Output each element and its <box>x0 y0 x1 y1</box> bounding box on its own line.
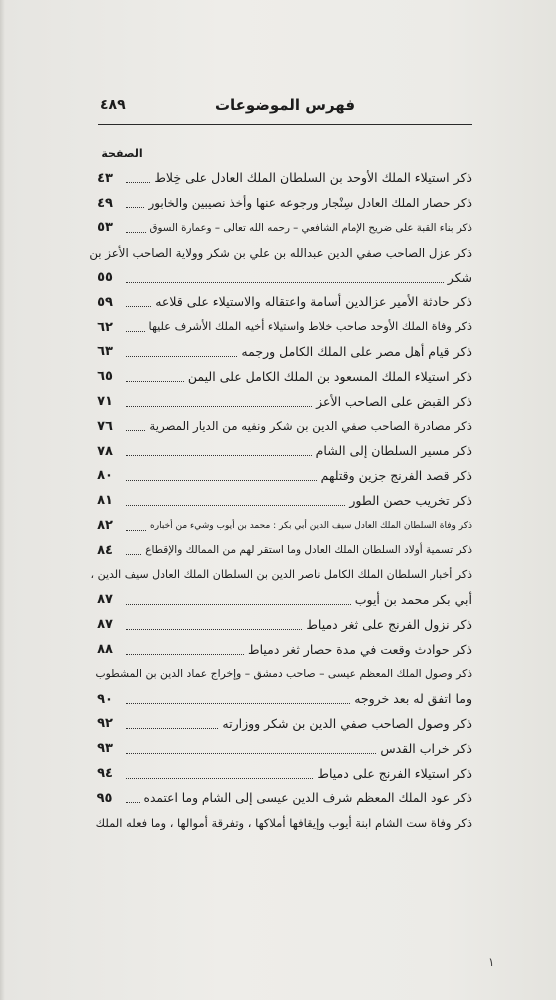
toc-entry-line <box>88 811 472 836</box>
dot-leader <box>126 223 146 233</box>
toc-entry-line <box>88 414 472 439</box>
toc-page-number: ٥٩ <box>97 294 113 310</box>
toc-entry-line <box>88 240 472 265</box>
toc-entry-text: وما اتفق له بعد خروجه <box>354 691 472 707</box>
toc-page-number: ٥٣ <box>97 220 113 236</box>
toc-page-number: ٩٥ <box>96 790 113 806</box>
footer-mark: ١ <box>488 955 495 969</box>
dot-leader <box>126 273 444 283</box>
toc-page-number: ٨١ <box>97 493 113 509</box>
dot-leader <box>126 297 151 307</box>
toc-entry-text: ذكر تخريب حصن الطور <box>349 492 472 508</box>
toc-entry-line <box>88 439 472 464</box>
toc-entry-text: ذكر تسمية أولاد السلطان الملك العادل وما استقر لهم من الممالك والإقطاع <box>145 544 472 557</box>
toc-page-number: ٨٨ <box>97 642 113 658</box>
toc-entry-text: ذكر مسير السلطان إلى الشام <box>315 443 472 459</box>
dot-leader <box>126 595 351 605</box>
dot-leader <box>126 694 350 704</box>
toc-page-number: ٩٠ <box>97 691 113 707</box>
toc-page-number: ٦٣ <box>97 344 113 360</box>
dot-leader <box>126 545 141 555</box>
dot-leader <box>126 521 146 531</box>
dot-leader <box>126 372 184 382</box>
toc-entry-text: ذكر استيلاء الفرنج على دمياط <box>317 765 472 781</box>
toc-entry-line <box>88 588 472 613</box>
toc-page-number: ٥٥ <box>97 270 113 286</box>
toc-entry-line <box>88 662 472 687</box>
toc-page-number: ٩٣ <box>97 741 113 757</box>
toc-page-number: ٤٩ <box>97 195 113 211</box>
toc-entry-text: ذكر وفاة الملك الأوحد صاحب خلاط واستيلاء أخيه الملك الأشرف عليها <box>148 320 472 334</box>
toc-page-number: ٦٢ <box>97 319 113 335</box>
toc-entry-text: ذكر نزول الفرنج على ثغر دمياط <box>306 616 472 632</box>
toc-entry-line <box>88 538 472 563</box>
toc-page-number: ٨٧ <box>97 592 113 608</box>
toc-entry-line <box>88 191 472 216</box>
toc-page-number: ٤٣ <box>97 170 113 186</box>
header-rule <box>98 124 472 125</box>
toc-entry-line <box>88 364 472 389</box>
toc-entry-text: ذكر قيام أهل مصر على الملك الكامل ورجمه <box>241 343 472 359</box>
toc-page-number: ٨٢ <box>97 518 113 534</box>
toc-entry-line <box>88 216 472 241</box>
dot-leader <box>126 347 237 357</box>
toc-entry-text: ذكر القبض على الصاحب الأعز <box>316 393 472 409</box>
dot-leader <box>126 719 218 729</box>
dot-leader <box>126 446 312 456</box>
toc-entry-text: ذكر قصد الفرنج جزين وقتلهم <box>320 467 472 483</box>
dot-leader <box>126 471 317 481</box>
dot-leader <box>126 421 145 431</box>
toc-entry-line <box>88 464 472 489</box>
dot-leader <box>126 173 150 183</box>
toc-entry-text: ذكر وفاة ست الشام ابنة أيوب وإيقافها أملاكها ، وتفرقة أموالها ، وما فعله الملك <box>95 816 472 831</box>
dot-leader <box>126 793 140 803</box>
toc-entry-line <box>88 166 472 191</box>
toc-page-number: ٩٤ <box>97 766 113 782</box>
page-column-label: الصفحة <box>101 147 143 160</box>
dot-leader <box>126 496 345 506</box>
toc-entry-text: ذكر عود الملك المعظم شرف الدين عيسى إلى الشام وما اعتمده <box>143 791 472 806</box>
toc-entry-line <box>88 340 472 365</box>
toc-entry-line <box>88 389 472 414</box>
toc-entry-line <box>88 637 472 662</box>
toc-entry-line <box>88 488 472 513</box>
page-number: ٤٨٩ <box>100 97 126 113</box>
dot-leader <box>126 397 312 407</box>
toc-page-number: ٦٥ <box>97 369 113 385</box>
toc-entry-text: ذكر استيلاء الملك الأوحد بن السلطان الملك العادل على خِلاط <box>154 170 472 186</box>
toc-entry-text: ذكر استيلاء الملك المسعود بن الملك الكامل على اليمن <box>187 368 472 384</box>
toc-page-number: ٧٦ <box>97 418 113 434</box>
toc-page-number: ٧٨ <box>97 443 113 459</box>
dot-leader <box>126 620 302 630</box>
dot-leader <box>126 322 145 332</box>
toc-page-number: ٧١ <box>97 394 113 410</box>
toc-entry-text: شكر <box>447 269 472 285</box>
toc-page-number: ٩٢ <box>97 716 113 732</box>
toc-entry-text: ذكر وفاة السلطان الملك العادل سيف الدين أبي بكر : محمد بن أيوب وشيء من أخباره <box>150 520 472 531</box>
toc-entry-text: ذكر وصول الصاحب صفي الدين بن شكر ووزارته <box>222 715 472 731</box>
table-of-contents <box>88 166 472 836</box>
toc-entry-line <box>88 736 472 761</box>
toc-entry-text: ذكر عزل الصاحب صفي الدين عبدالله بن علي بن شكر وولاية الصاحب الأعز بن <box>89 245 472 260</box>
toc-entry-line <box>88 786 472 811</box>
toc-entry-text: ذكر وصول الملك المعظم عيسى – صاحب دمشق – وإخراج عماد الدين بن المشطوب <box>95 667 472 681</box>
toc-entry-text: ذكر بناء القبة على ضريح الإمام الشافعي – رحمه الله تعالى – وعمارة السوق <box>149 221 472 234</box>
toc-entry-text: ذكر أخبار السلطان الملك الكامل ناصر الدين بن السلطان الملك العادل سيف الدين ، <box>90 568 472 582</box>
toc-page-number: ٨٧ <box>97 617 113 633</box>
toc-entry-line <box>88 513 472 538</box>
toc-entry-line <box>88 712 472 737</box>
dot-leader <box>126 744 376 754</box>
page-title: فهرس الموضوعات <box>214 96 356 114</box>
toc-entry-text: ذكر حصار الملك العادل سِنْجار ورجوعه عنها وأخذ نصيبين والخابور <box>148 196 472 211</box>
toc-entry-text: ذكر حوادث وقعت في مدة حصار ثغر دمياط <box>248 641 472 657</box>
toc-entry-line <box>88 265 472 290</box>
toc-page-number: ٨٠ <box>97 468 113 484</box>
toc-entry-text: ذكر حادثة الأمير عزالدين أسامة واعتقاله والاستيلاء على قلاعه <box>155 294 472 310</box>
toc-entry-line <box>88 315 472 340</box>
toc-entry-line <box>88 290 472 315</box>
toc-entry-text: ذكر مصادرة الصاحب صفي الدين بن شكر ونفيه من الديار المصرية <box>149 419 472 434</box>
toc-entry-text: ذكر خراب القدس <box>380 740 472 756</box>
toc-entry-line <box>88 612 472 637</box>
dot-leader <box>126 198 144 208</box>
toc-entry-line <box>88 687 472 712</box>
dot-leader <box>126 645 244 655</box>
toc-page-number: ٨٤ <box>97 542 113 558</box>
dot-leader <box>126 769 313 779</box>
toc-entry-line <box>88 761 472 786</box>
toc-entry-text: أبي بكر محمد بن أيوب <box>354 591 472 607</box>
toc-entry-line <box>88 563 472 588</box>
